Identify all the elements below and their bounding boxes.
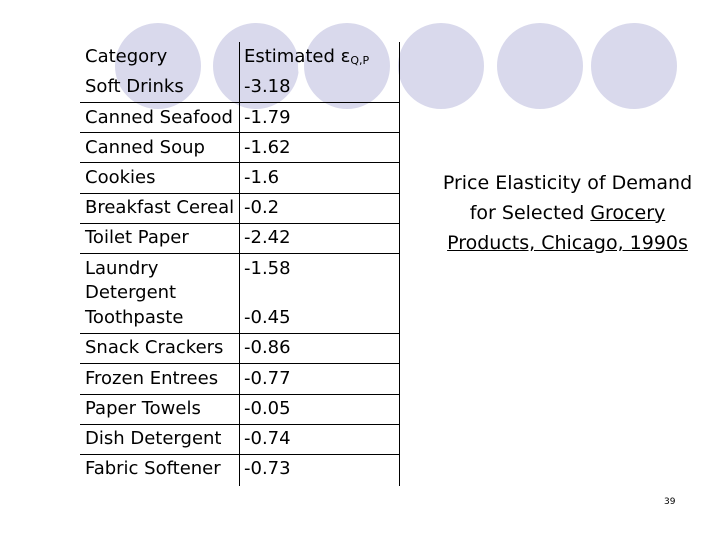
row-value: -0.74 — [244, 428, 291, 449]
page-number: 39 — [664, 497, 676, 507]
table-right-border — [399, 42, 400, 486]
row-category: Soft Drinks — [85, 76, 184, 97]
column-divider — [239, 42, 240, 486]
row-value: -0.73 — [244, 458, 291, 479]
row-category: Frozen Entrees — [85, 368, 219, 389]
row-category: Toilet Paper — [85, 227, 189, 248]
row-category: Cookies — [85, 167, 156, 188]
row-divider — [80, 424, 400, 425]
row-divider — [80, 333, 400, 334]
header-epsilon: ε — [340, 46, 351, 67]
row-divider — [80, 223, 400, 224]
row-divider — [80, 162, 400, 163]
row-category: Snack Crackers — [85, 337, 224, 358]
caption-line2-text: for Selected — [469, 202, 591, 224]
row-category: Dish Detergent — [85, 428, 222, 449]
row-value: -1.79 — [244, 107, 291, 128]
header-estimated-text: Estimated — [244, 46, 341, 67]
caption-link-products: Products, Chicago, 1990s — [447, 232, 688, 254]
slide-caption — [420, 168, 715, 258]
row-divider — [80, 363, 400, 364]
row-value: -1.6 — [244, 167, 280, 188]
row-value: -3.18 — [244, 76, 291, 97]
row-value: -1.58 — [244, 258, 291, 279]
row-divider — [80, 102, 400, 103]
row-value: -2.42 — [244, 227, 291, 248]
caption-line3 — [420, 228, 715, 258]
row-category: Canned Soup — [85, 137, 205, 158]
row-category: Breakfast Cereal — [85, 197, 235, 218]
row-value: -0.45 — [244, 307, 291, 328]
row-value: -1.62 — [244, 137, 291, 158]
row-category-line1: Laundry — [85, 258, 159, 279]
header-category: Category — [85, 46, 168, 67]
row-category: Fabric Softener — [85, 458, 221, 479]
row-divider — [80, 253, 400, 254]
row-category-line2: Detergent — [85, 282, 177, 303]
header-estimated — [244, 44, 369, 73]
row-value: -0.86 — [244, 337, 291, 358]
row-category: Toothpaste — [85, 307, 184, 328]
caption-link-grocery: Grocery — [590, 202, 666, 224]
row-value: -0.77 — [244, 368, 291, 389]
row-divider — [80, 193, 400, 194]
row-category: Paper Towels — [85, 398, 201, 419]
header-subscript: Q,P — [350, 54, 370, 67]
row-value: -0.2 — [244, 197, 280, 218]
row-value: -0.05 — [244, 398, 291, 419]
row-divider — [80, 132, 400, 133]
caption-line1: Price Elasticity of Demand — [442, 172, 693, 194]
row-divider — [80, 454, 400, 455]
row-category: Canned Seafood — [85, 107, 233, 128]
caption-line2 — [420, 198, 715, 228]
row-divider — [80, 394, 400, 395]
